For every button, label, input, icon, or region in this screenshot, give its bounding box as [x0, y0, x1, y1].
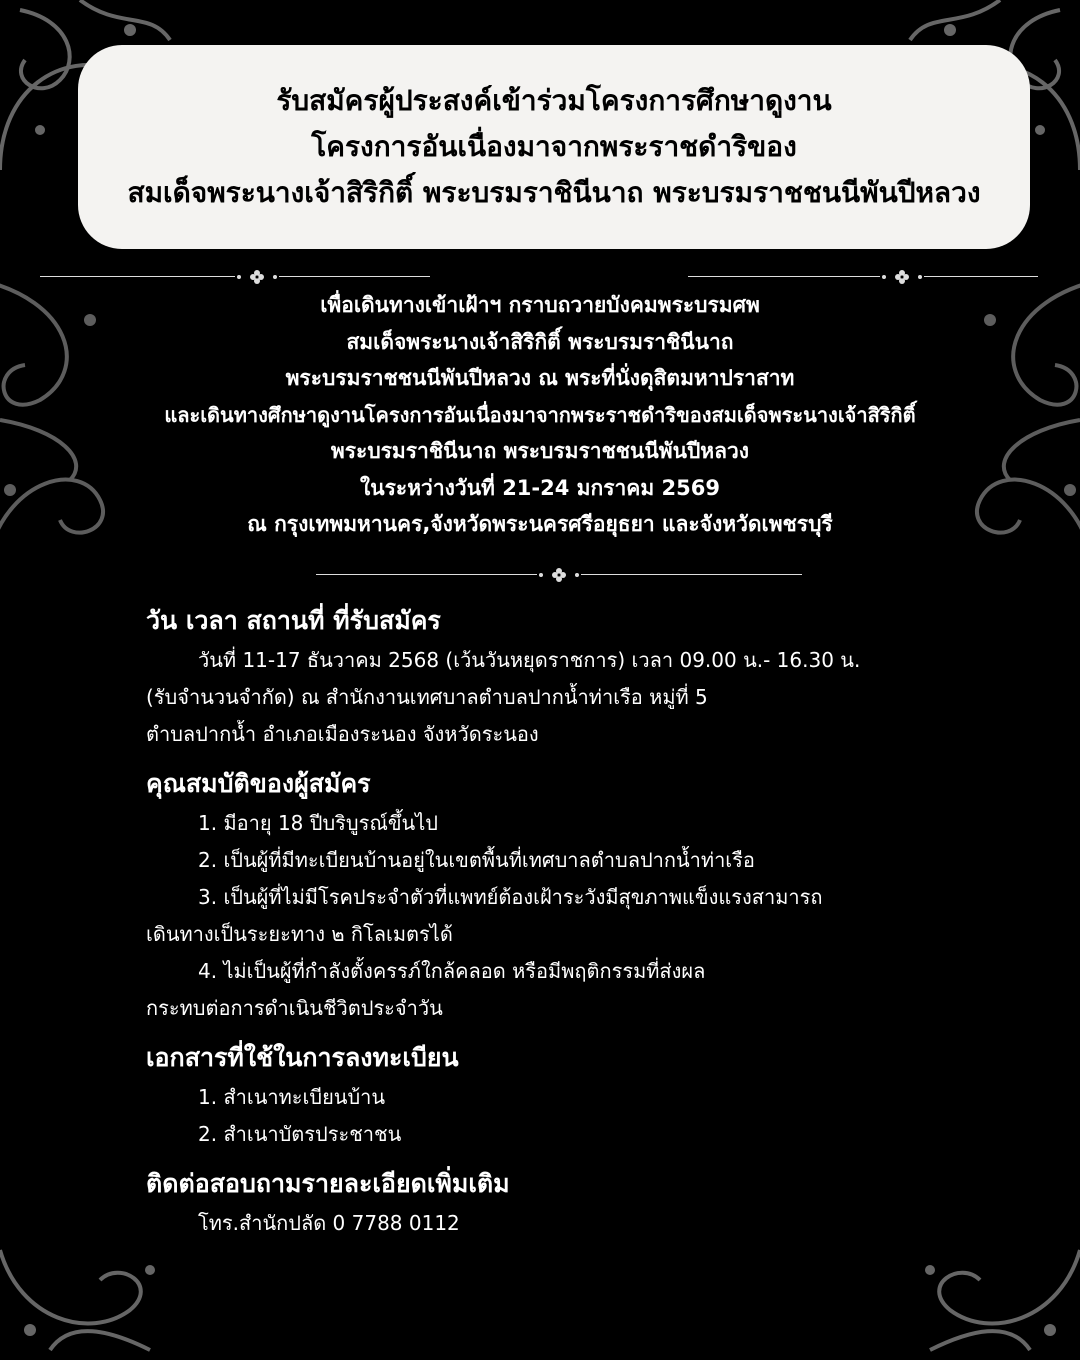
qualifications-heading: คุณสมบัติของผู้สมัคร	[146, 769, 371, 798]
intro-line: ณ กรุงเทพมหานคร,จังหวัดพระนครศรีอยุธยา และจังหวัดเพชรบุรี	[247, 512, 833, 536]
document-item: 1. สำเนาทะเบียนบ้าน	[198, 1085, 386, 1109]
title-card	[78, 45, 1030, 249]
qualification-item: 2. เป็นผู้ที่มีทะเบียนบ้านอยู่ในเขตพื้นที่เทศบาลตำบลปากน้ำท่าเรือ	[198, 848, 755, 872]
schedule-line: วันที่ 11-17 ธันวาคม 2568 (เว้นวันหยุดราชการ) เวลา 09.00 น.- 16.30 น.	[198, 648, 861, 672]
intro-line: ในระหว่างวันที่ 21-24 มกราคม 2569	[360, 475, 720, 500]
documents-heading: เอกสารที่ใช้ในการลงทะเบียน	[146, 1043, 459, 1072]
documents-section	[146, 1037, 1026, 1153]
swirl-ornament	[910, 1240, 1080, 1360]
page-title-line-3: สมเด็จพระนางเจ้าสิริกิติ์ พระบรมราชินีนาถ พระบรมราชชนนีพันปีหลวง	[127, 176, 981, 209]
qualification-item-continued: เดินทางเป็นระยะทาง ๒ กิโลเมตรได้	[146, 922, 453, 946]
swirl-ornament	[0, 1240, 170, 1360]
intro-line: พระบรมราชินีนาถ พระบรมราชชนนีพันปีหลวง	[330, 439, 750, 463]
flower-icon	[537, 568, 581, 582]
schedule-line: (รับจำนวนจำกัด) ณ สำนักงานเทศบาลตำบลปากน้ำท่าเรือ หมู่ที่ 5	[146, 685, 708, 709]
intro-text	[40, 287, 1040, 543]
qualification-item: 4. ไม่เป็นผู้ที่กำลังตั้งครรภ์ใกล้คลอด หรือมีพฤติกรรมที่ส่งผล	[198, 959, 706, 983]
divider-middle	[316, 568, 802, 582]
intro-line: และเดินทางศึกษาดูงานโครงการอันเนื่องมาจากพระราชดำริของสมเด็จพระนางเจ้าสิริกิติ์	[164, 402, 916, 427]
intro-line: เพื่อเดินทางเข้าเฝ้าฯ กราบถวายบังคมพระบรมศพ	[320, 293, 760, 317]
contact-section	[146, 1163, 1026, 1242]
qualification-item-continued: กระทบต่อการดำเนินชีวิตประจำวัน	[146, 996, 443, 1020]
page-title-line-2: โครงการอันเนื่องมาจากพระราชดำริของ	[311, 130, 797, 163]
intro-line: สมเด็จพระนางเจ้าสิริกิติ์ พระบรมราชินีนาถ	[346, 329, 734, 354]
flower-icon	[235, 270, 279, 284]
qualification-item: 1. มีอายุ 18 ปีบริบูรณ์ขึ้นไป	[198, 811, 438, 835]
document-item: 2. สำเนาบัตรประชาชน	[198, 1122, 402, 1146]
divider-top-right	[688, 270, 1038, 284]
flower-icon	[880, 270, 924, 284]
qualification-item: 3. เป็นผู้ที่ไม่มีโรคประจำตัวที่แพทย์ต้องเฝ้าระวังมีสุขภาพแข็งแรงสามารถ	[198, 885, 823, 909]
intro-line: พระบรมราชชนนีพันปีหลวง ณ พระที่นั่งดุสิตมหาปราสาท	[285, 366, 795, 390]
page-title-line-1: รับสมัครผู้ประสงค์เข้าร่วมโครงการศึกษาดูงาน	[276, 84, 832, 117]
contact-phone: โทร.สำนักปลัด 0 7788 0112	[198, 1211, 460, 1235]
schedule-line: ตำบลปากน้ำ อำเภอเมืองระนอง จังหวัดระนอง	[146, 722, 539, 746]
divider-top-left	[40, 270, 430, 284]
main-content	[146, 600, 1026, 1252]
qualifications-section	[146, 763, 1026, 1027]
schedule-section	[146, 600, 1026, 753]
schedule-heading: วัน เวลา สถานที่ ที่รับสมัคร	[146, 606, 441, 635]
contact-heading: ติดต่อสอบถามรายละเอียดเพิ่มเติม	[146, 1169, 510, 1198]
